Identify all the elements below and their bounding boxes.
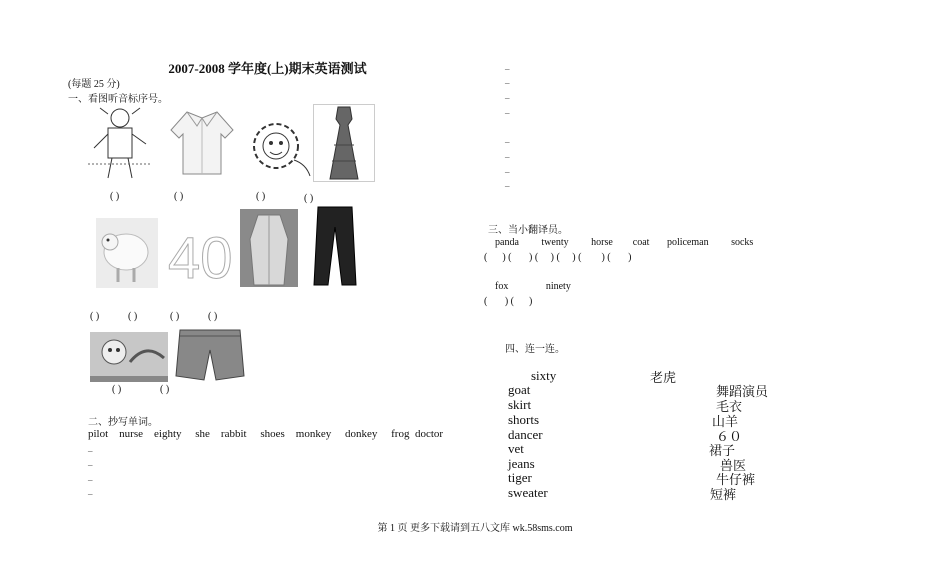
match-left-item[interactable]: sweater: [508, 485, 548, 500]
answer-paren[interactable]: ( ): [208, 311, 218, 322]
writing-line[interactable]: _: [505, 178, 510, 188]
word: nurse: [119, 428, 143, 440]
section2-heading: 二、抄写单词。: [88, 417, 158, 428]
copy-words-row: [88, 428, 443, 440]
answer-paren[interactable]: ( ): [90, 311, 100, 322]
writing-line[interactable]: _: [505, 61, 510, 71]
word: twenty: [541, 237, 569, 248]
answer-paren[interactable]: ( ): [304, 193, 314, 204]
writing-line[interactable]: _: [88, 443, 93, 453]
writing-line[interactable]: _: [505, 90, 510, 100]
match-right-item[interactable]: 毛衣: [716, 399, 743, 414]
word: pilot: [88, 428, 109, 440]
word: policeman: [666, 237, 709, 248]
match-right-item[interactable]: 牛仔裤: [716, 472, 756, 487]
writing-line[interactable]: _: [88, 457, 93, 467]
sheep-picture: [96, 218, 158, 288]
word: doctor: [414, 428, 444, 440]
goat-person-picture: [86, 104, 156, 180]
translate-words-row1: [495, 237, 753, 248]
dress-picture: [313, 104, 375, 182]
score-note: (每题 25 分): [68, 79, 120, 90]
match-right-item[interactable]: 裙子: [709, 443, 736, 458]
word: monkey: [295, 428, 332, 440]
section3-heading: 三、当小翻译员。: [488, 225, 568, 236]
writing-line[interactable]: _: [505, 164, 510, 174]
match-left-item[interactable]: shorts: [508, 412, 540, 427]
match-right-item[interactable]: 山羊: [712, 414, 739, 429]
writing-line[interactable]: _: [88, 486, 93, 496]
word: she: [195, 428, 210, 440]
answer-paren[interactable]: ( ): [174, 191, 184, 202]
writing-line[interactable]: _: [88, 472, 93, 482]
shorts-picture: [174, 326, 246, 382]
answer-paren[interactable]: ( ): [256, 191, 266, 202]
match-right-item[interactable]: ６０: [716, 429, 743, 444]
answer-paren[interactable]: ( ): [128, 311, 138, 322]
match-right-item[interactable]: 老虎: [650, 370, 677, 385]
section4-heading: 四、连一连。: [505, 344, 565, 355]
match-right-item[interactable]: 兽医: [720, 458, 747, 473]
match-left-item[interactable]: skirt: [508, 397, 532, 412]
answer-paren[interactable]: ( ): [110, 191, 120, 202]
match-left-item[interactable]: vet: [508, 441, 524, 456]
word: frog: [391, 428, 410, 440]
word: donkey: [345, 428, 378, 440]
word: rabbit: [220, 428, 247, 440]
monkey-cartoon-picture: [90, 332, 168, 382]
match-left-item[interactable]: sixty: [531, 368, 557, 383]
match-right-item[interactable]: 舞蹈演员: [716, 384, 769, 399]
answer-paren[interactable]: ( ): [170, 311, 180, 322]
word: shoes: [260, 428, 285, 440]
match-right-item[interactable]: 短裤: [710, 487, 737, 502]
match-left-item[interactable]: tiger: [508, 470, 532, 485]
word: socks: [731, 237, 754, 248]
word: fox: [495, 281, 509, 292]
coat-picture: [240, 209, 298, 287]
word: eighty: [154, 428, 182, 440]
match-left-item[interactable]: dancer: [508, 427, 543, 442]
trousers-picture: [312, 205, 358, 287]
translate-answer-row2[interactable]: ( ) ( ): [484, 296, 533, 307]
word: ninety: [545, 281, 571, 292]
page-footer: 第 1 页 更多下载请到五八文库 wk.58sms.com: [377, 523, 573, 534]
word: horse: [591, 237, 613, 248]
writing-line[interactable]: _: [505, 75, 510, 85]
word: panda: [495, 237, 519, 248]
writing-line[interactable]: _: [505, 134, 510, 144]
word: coat: [632, 237, 650, 248]
writing-line[interactable]: _: [505, 105, 510, 115]
match-left-item[interactable]: goat: [508, 382, 531, 397]
answer-paren[interactable]: ( ): [160, 384, 170, 395]
translate-words-row2: [495, 281, 571, 292]
page-title: 2007-2008 学年度(上)期末英语测试: [168, 61, 367, 76]
lion-picture: [246, 118, 314, 180]
number-40-picture: 40: [168, 226, 233, 291]
translate-answer-row1[interactable]: ( ) ( ) ( ) ( ) ( ) ( ): [484, 252, 632, 263]
writing-line[interactable]: _: [505, 149, 510, 159]
match-left-item[interactable]: jeans: [508, 456, 535, 471]
shirt-picture: [167, 108, 237, 176]
answer-paren[interactable]: ( ): [112, 384, 122, 395]
section1-heading: 一、看图听音标序号。: [68, 94, 168, 105]
